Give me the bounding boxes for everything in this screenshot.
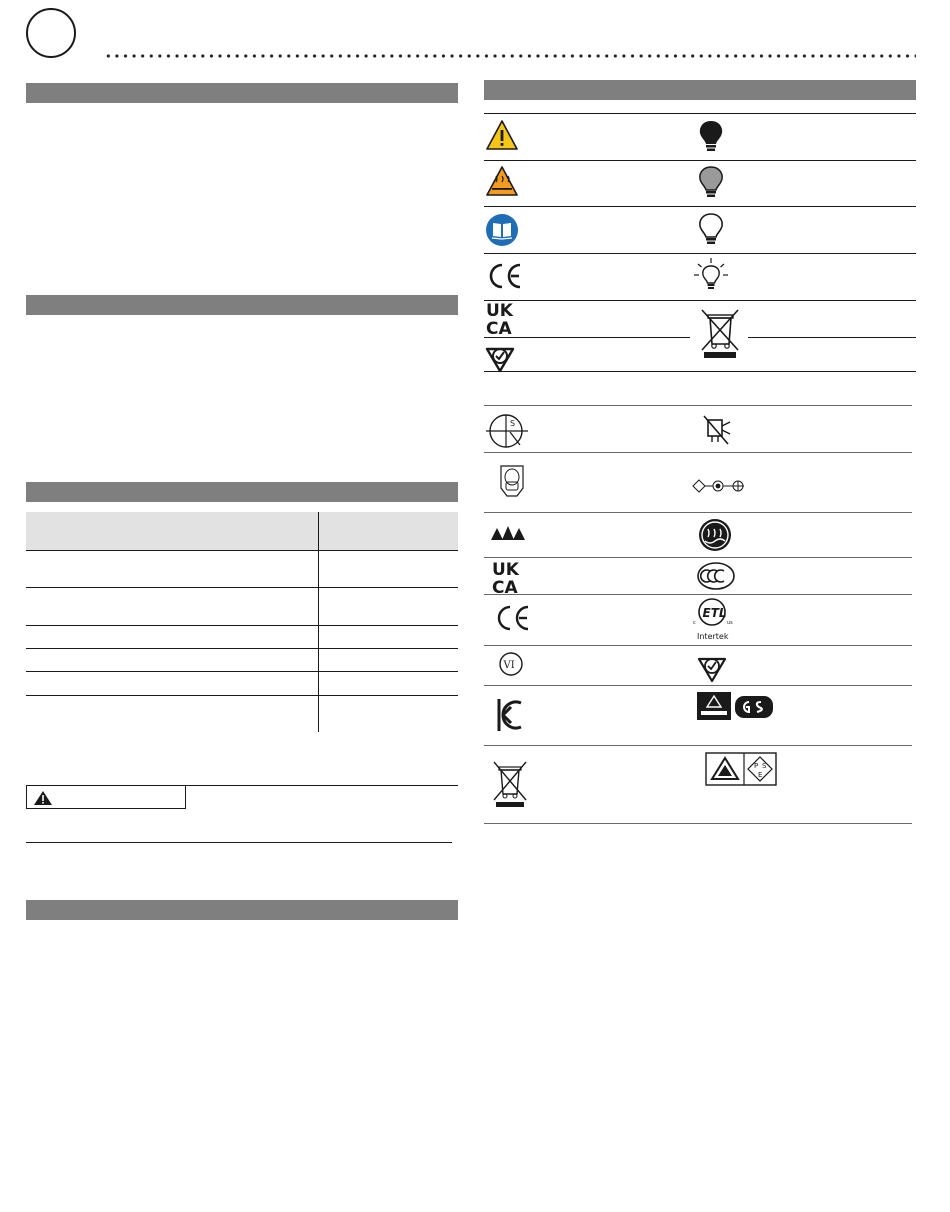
- polarity-icon: [692, 478, 746, 494]
- weee-bin-icon: [696, 304, 746, 362]
- rcm-mark-icon: [697, 651, 727, 681]
- etl-us-text: us: [727, 620, 733, 626]
- header-dotted-rule: [104, 53, 916, 59]
- etl-c-text: c: [693, 620, 696, 626]
- hot-surface-icon: [484, 164, 520, 200]
- table-row-border: [26, 625, 458, 626]
- language-badge: [26, 8, 76, 58]
- table-row-border: [26, 648, 458, 649]
- symbol-row-rule: [484, 206, 916, 207]
- pse-e-text: E: [758, 771, 763, 779]
- kc-mark-icon: [497, 697, 527, 737]
- mirror-s-text: S: [510, 419, 516, 428]
- pse-mark-icon: [706, 753, 778, 787]
- symbol-row-rule: [484, 253, 916, 254]
- ce-mark-icon: [496, 605, 532, 635]
- vi-mark-icon: [498, 651, 524, 677]
- warning-bottom-rule: [26, 842, 452, 843]
- ukca-bottom-text: CA: [486, 319, 512, 339]
- vi-text: VI: [503, 660, 515, 671]
- symbol-row-rule: [484, 557, 912, 558]
- table-column-divider: [318, 512, 319, 732]
- section-bar-2: [26, 295, 458, 315]
- ukca-mark-icon: [486, 300, 522, 339]
- symbol-row-rule: [484, 823, 912, 824]
- symbol-row-rule: [484, 160, 916, 161]
- table-row-border: [26, 550, 458, 551]
- read-manual-icon: [484, 212, 520, 248]
- ukca-top-text: UK: [486, 301, 513, 321]
- ukca-top-text: UK: [492, 560, 519, 580]
- rcm-mark-icon: [485, 341, 515, 371]
- symbol-row-rule: [484, 371, 916, 372]
- symbol-row-rule: [748, 337, 916, 338]
- symbol-row-rule: [484, 405, 912, 406]
- ukca-mark-icon: [492, 559, 528, 598]
- symbol-row-rule: [484, 745, 912, 746]
- symbol-row-rule: [484, 512, 912, 513]
- ccc-mark-icon: [697, 562, 735, 590]
- bulb-light-icon: [693, 257, 729, 295]
- table-header-row: [26, 512, 458, 550]
- symbol-row-rule: [484, 337, 690, 338]
- section-bar-4: [26, 900, 458, 920]
- section-bar-1: [26, 83, 458, 103]
- section-bar-3: [26, 482, 458, 502]
- bulb-grey-icon: [696, 164, 726, 200]
- tuv-gs-mark-icon: [697, 692, 777, 720]
- pse-p-text: P: [754, 762, 759, 770]
- warning-label-box: [26, 785, 186, 809]
- ce-mark-icon: [488, 262, 524, 292]
- lamp-symbol-icon: [497, 462, 527, 502]
- symbol-row-rule: [484, 685, 912, 686]
- pse-s-text: S: [762, 762, 767, 770]
- symbol-row-rule: [484, 452, 912, 453]
- bulb-outline-icon: [696, 211, 726, 247]
- symbol-row-rule: [484, 594, 912, 595]
- mirror-symbol-icon: [484, 410, 530, 454]
- table-row-border: [26, 671, 458, 672]
- symbol-row-rule: [484, 300, 916, 301]
- f-mark-icon: [491, 522, 531, 544]
- etl-text: ETL: [702, 606, 727, 620]
- symbol-row-rule: [484, 645, 912, 646]
- table-row-border: [26, 695, 458, 696]
- weee-bin-icon: [490, 760, 530, 810]
- no-cover-icon: [700, 412, 736, 448]
- symbol-row-rule: [484, 113, 916, 114]
- not-immerse-icon: [697, 517, 733, 553]
- bulb-black-icon: [696, 118, 726, 154]
- warning-triangle-icon: [27, 786, 187, 810]
- warning-triangle-icon: [484, 118, 520, 154]
- table-row-border: [26, 587, 458, 588]
- intertek-text: Intertek: [697, 632, 729, 641]
- section-bar-symbols: [484, 80, 916, 100]
- etl-mark-icon: [694, 597, 754, 643]
- ukca-bottom-text: CA: [492, 578, 518, 598]
